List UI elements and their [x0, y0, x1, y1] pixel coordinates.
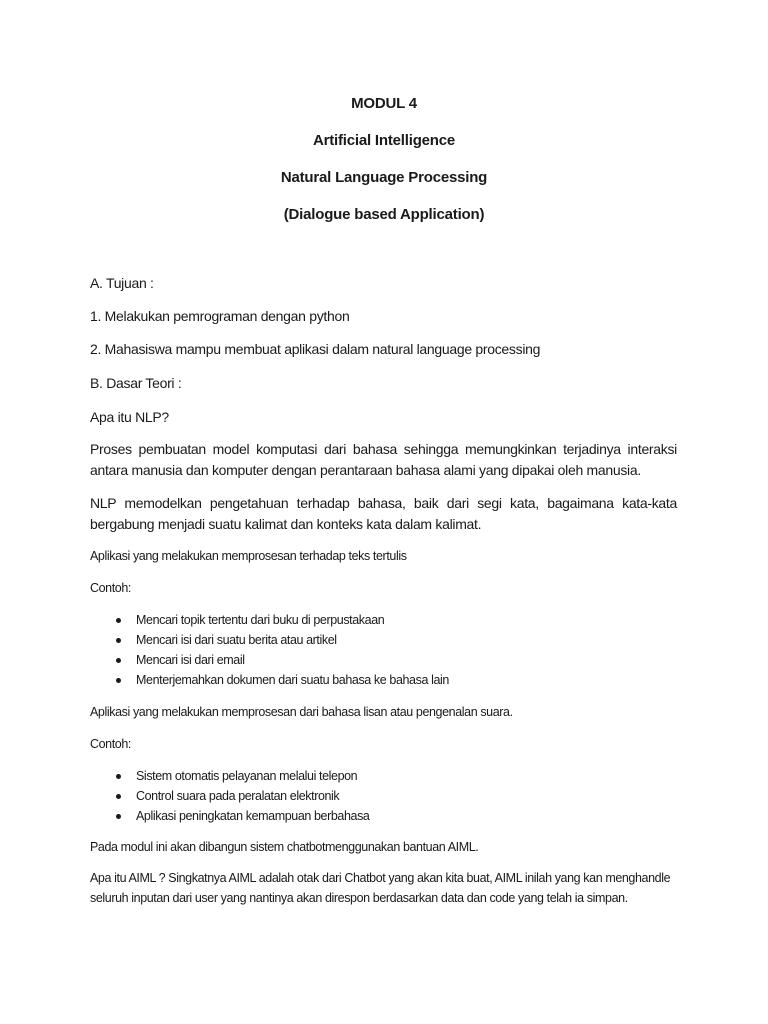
bullet-icon	[116, 814, 121, 819]
list-item	[114, 786, 369, 806]
aiml-description-line-1: Apa itu AIML ? Singkatnya AIML adalah otak dari Chatbot yang akan kita buat, AIML inilah yang kan menghandle	[90, 871, 671, 885]
bullet-icon	[116, 794, 121, 799]
tujuan-item-2: 2. Mahasiswa mampu membuat aplikasi dalam natural language processing	[90, 341, 541, 357]
topic-title: Natural Language Processing	[280, 169, 488, 186]
list-item-text: Control suara pada peralatan elektronik	[136, 789, 340, 803]
list-item-text: Menterjemahkan dokumen dari suatu bahasa ke bahasa lain	[136, 673, 449, 687]
nlp-definition-paragraph: Proses pembuatan model komputasi dari bahasa sehingga memungkinkan terjadinya interaksi antara manusia dan komputer dengan perantaraan bahasa alami yang dipakai oleh manusia.	[90, 441, 677, 478]
lisan-bullet-list	[114, 766, 369, 826]
list-item	[114, 670, 449, 690]
list-item-text: Mencari topik tertentu dari buku di perpustakaan	[136, 613, 385, 627]
list-item-text: Mencari isi dari suatu berita atau artikel	[136, 633, 337, 647]
subject-title: Artificial Intelligence	[312, 132, 456, 149]
list-item	[114, 806, 369, 826]
list-item-text: Aplikasi peningkatan kemampuan berbahasa	[136, 809, 370, 823]
lisan-contoh-label: Contoh:	[90, 737, 131, 751]
aiml-description-line-2: seluruh inputan dari user yang nantinya akan direspon berdasarkan data dan code yang telah ia simpan.	[90, 891, 628, 905]
tujuan-item-1: 1. Melakukan pemrograman dengan python	[90, 308, 350, 324]
list-item-text: Sistem otomatis pelayanan melalui telepon	[136, 769, 358, 783]
lisan-intro: Aplikasi yang melakukan memprosesan dari bahasa lisan atau pengenalan suara.	[90, 705, 513, 719]
list-item	[114, 650, 449, 670]
modul-title: MODUL 4	[351, 95, 417, 112]
bullet-icon	[116, 678, 121, 683]
aiml-intro: Pada modul ini akan dibangun sistem chatbotmenggunakan bantuan AIML.	[90, 840, 479, 854]
bullet-icon	[116, 618, 121, 623]
dasar-teori-heading: B. Dasar Teori :	[90, 375, 182, 391]
list-item-text: Mencari isi dari email	[136, 653, 245, 667]
bullet-icon	[116, 774, 121, 779]
tertulis-bullet-list	[114, 610, 449, 690]
nlp-model-paragraph: NLP memodelkan pengetahuan terhadap bahasa, baik dari segi kata, bagaimana kata-kata bergabung menjadi suatu kalimat dan konteks kata dalam kalimat.	[90, 495, 677, 532]
tujuan-heading: A. Tujuan :	[90, 275, 154, 291]
tertulis-intro: Aplikasi yang melakukan memprosesan terhadap teks tertulis	[90, 549, 407, 563]
list-item	[114, 630, 449, 650]
nlp-question: Apa itu NLP?	[90, 409, 169, 425]
bullet-icon	[116, 638, 121, 643]
subtopic-title: (Dialogue based Application)	[283, 206, 485, 223]
list-item	[114, 610, 449, 630]
tertulis-contoh-label: Contoh:	[90, 581, 131, 595]
bullet-icon	[116, 658, 121, 663]
list-item	[114, 766, 369, 786]
